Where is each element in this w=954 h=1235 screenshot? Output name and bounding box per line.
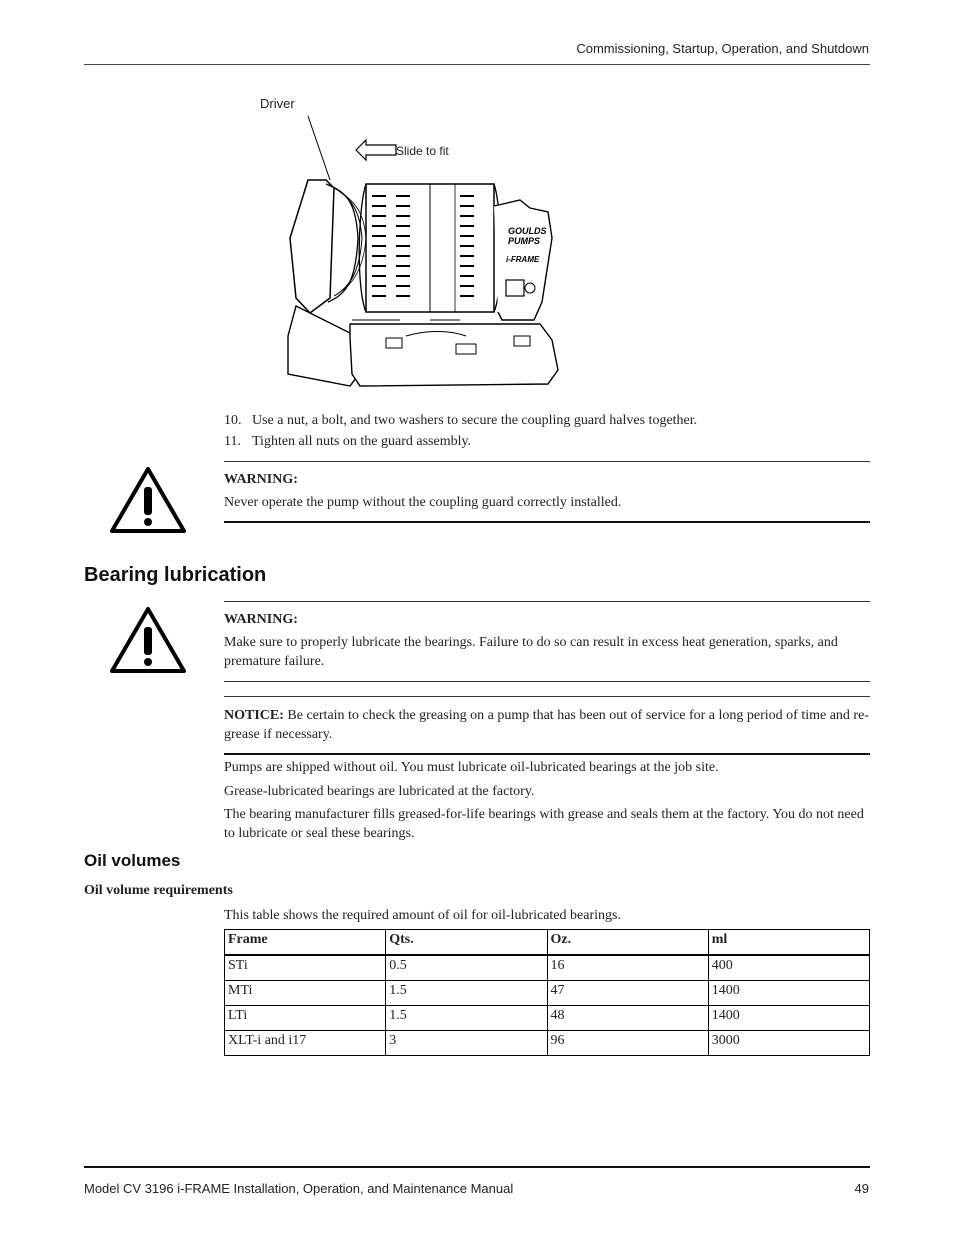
table-row — [225, 1006, 870, 1031]
column-header: ml — [708, 930, 869, 956]
step-list — [224, 410, 697, 452]
table-cell: MTi — [225, 981, 386, 1006]
notice-rule-bottom — [224, 753, 870, 755]
table-cell: LTi — [225, 1006, 386, 1031]
coupling-guard-figure — [230, 88, 590, 398]
oil-volume-table — [224, 929, 870, 1056]
footer-manual-title: Model CV 3196 i-FRAME Installation, Operation, and Maintenance Manual — [84, 1181, 514, 1196]
table-cell: 96 — [547, 1031, 708, 1056]
table-cell: 400 — [708, 955, 869, 981]
table-cell: XLT-i and i17 — [225, 1031, 386, 1056]
brand-pumps: PUMPS — [508, 236, 541, 246]
table-cell: 1.5 — [386, 981, 547, 1006]
table-cell: 3 — [386, 1031, 547, 1056]
brand-goulds: GOULDS — [508, 226, 547, 236]
warning-text: Make sure to properly lubricate the bearings. Failure to do so can result in excess heat generation, sparks, and premature failure. — [224, 635, 838, 669]
table-intro: This table shows the required amount of oil for oil-lubricated bearings. — [224, 908, 621, 923]
table-cell: 16 — [547, 955, 708, 981]
slide-to-fit-label: Slide to fit — [396, 144, 449, 158]
table-cell: 0.5 — [386, 955, 547, 981]
table-cell: 1400 — [708, 1006, 869, 1031]
table-cell: STi — [225, 955, 386, 981]
notice-rule-top — [224, 696, 870, 697]
table-row — [225, 955, 870, 981]
table-header-row — [225, 930, 870, 956]
warning-title: WARNING: — [224, 472, 298, 487]
warning-rule-bottom — [224, 521, 870, 523]
table-row — [225, 981, 870, 1006]
column-header: Qts. — [386, 930, 547, 956]
table-cell: 3000 — [708, 1031, 869, 1056]
paragraph: Grease-lubricated bearings are lubricated at the factory. — [224, 784, 535, 799]
running-header: Commissioning, Startup, Operation, and Shutdown — [576, 41, 869, 56]
notice-text: NOTICE: Be certain to check the greasing on a pump that has been out of service for a long period of time and re-grease if necessary. — [224, 708, 869, 742]
table-cell: 48 — [547, 1006, 708, 1031]
table-cell: 1.5 — [386, 1006, 547, 1031]
slide-arrow-icon — [356, 140, 396, 160]
warning-text: Never operate the pump without the coupling guard correctly installed. — [224, 495, 622, 510]
list-item: 10. Use a nut, a bolt, and two washers to secure the coupling guard halves together. — [224, 413, 698, 428]
page-number: 49 — [854, 1181, 869, 1196]
footer-rule — [84, 1166, 870, 1168]
table-cell: 1400 — [708, 981, 869, 1006]
brand-iframe: i-FRAME — [506, 255, 540, 264]
paragraph: The bearing manufacturer fills greased-for-life bearings with grease and seals them at the factory. You do not need to lubricate or seal these bearings. — [224, 807, 864, 841]
warning-rule-bottom — [224, 681, 870, 682]
warning-triangle-icon — [108, 605, 188, 675]
warning-rule-top — [224, 601, 870, 602]
column-header: Oz. — [547, 930, 708, 956]
column-header: Frame — [225, 930, 386, 956]
table-cell: 47 — [547, 981, 708, 1006]
warning-title: WARNING: — [224, 612, 298, 627]
table-heading: Oil volume requirements — [84, 883, 233, 898]
section-heading-bearing-lubrication: Bearing lubrication — [84, 564, 267, 586]
warning-triangle-icon — [108, 465, 188, 535]
table-row — [225, 1031, 870, 1056]
warning-rule-top — [224, 461, 870, 462]
subsection-heading-oil-volumes: Oil volumes — [84, 851, 181, 870]
paragraph: Pumps are shipped without oil. You must lubricate oil-lubricated bearings at the job site. — [224, 760, 719, 775]
coupling-guard-illustration — [230, 88, 590, 398]
driver-label: Driver — [260, 96, 295, 111]
header-rule — [84, 64, 870, 65]
list-item: 11. Tighten all nuts on the guard assembly. — [224, 434, 472, 449]
